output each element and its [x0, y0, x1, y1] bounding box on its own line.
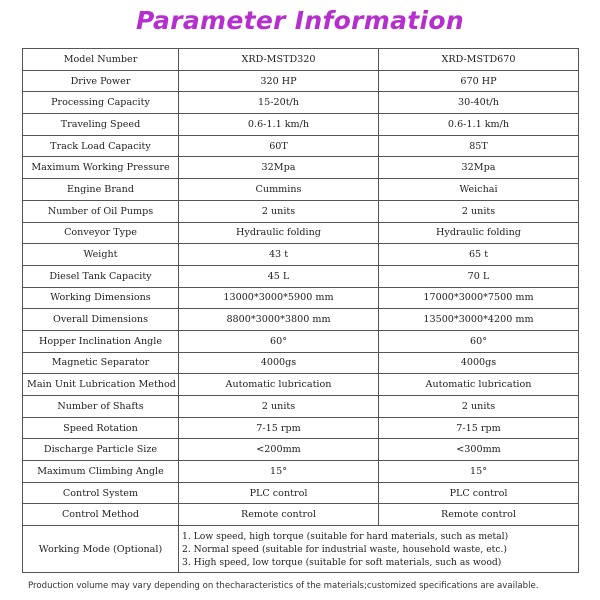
- working-mode-options: [179, 526, 579, 573]
- model-1-value-cell: 320 HP: [179, 70, 379, 92]
- parameter-table-body: [23, 49, 579, 573]
- model-2-value-cell: PLC control: [379, 482, 579, 504]
- param-name-cell: Weight: [23, 244, 179, 266]
- param-name-cell: Maximum Climbing Angle: [23, 461, 179, 483]
- model-1-value-cell: Automatic lubrication: [179, 374, 379, 396]
- param-name-cell: Control Method: [23, 504, 179, 526]
- table-row: [23, 287, 579, 309]
- model-2-value-cell: 2 units: [379, 396, 579, 418]
- model-2-value-cell: 60°: [379, 330, 579, 352]
- table-row: [23, 330, 579, 352]
- table-row: [23, 396, 579, 418]
- table-row: [23, 504, 579, 526]
- model-1-value-cell: 43 t: [179, 244, 379, 266]
- table-row: [23, 265, 579, 287]
- model-1-value-cell: 60°: [179, 330, 379, 352]
- param-name-cell: Overall Dimensions: [23, 309, 179, 331]
- model-1-value-cell: Remote control: [179, 504, 379, 526]
- param-name-cell: Model Number: [23, 49, 179, 71]
- model-2-value-cell: 670 HP: [379, 70, 579, 92]
- model-1-value-cell: XRD-MSTD320: [179, 49, 379, 71]
- model-1-value-cell: 2 units: [179, 200, 379, 222]
- param-name-cell: Maximum Working Pressure: [23, 157, 179, 179]
- model-2-value-cell: 0.6-1.1 km/h: [379, 114, 579, 136]
- table-row: [23, 179, 579, 201]
- model-2-value-cell: 13500*3000*4200 mm: [379, 309, 579, 331]
- param-name-cell: Working Dimensions: [23, 287, 179, 309]
- model-1-value-cell: <200mm: [179, 439, 379, 461]
- table-row: [23, 461, 579, 483]
- param-name-cell: Drive Power: [23, 70, 179, 92]
- parameter-table: [22, 48, 579, 573]
- model-2-value-cell: 17000*3000*7500 mm: [379, 287, 579, 309]
- model-1-value-cell: 8800*3000*3800 mm: [179, 309, 379, 331]
- model-1-value-cell: 0.6-1.1 km/h: [179, 114, 379, 136]
- table-row: [23, 352, 579, 374]
- param-name-cell: Speed Rotation: [23, 417, 179, 439]
- working-mode-option: 1. Low speed, high torque (suitable for hard materials, such as metal): [182, 530, 509, 542]
- param-name-cell: Main Unit Lubrication Method: [23, 374, 179, 396]
- model-1-value-cell: PLC control: [179, 482, 379, 504]
- model-1-value-cell: Hydraulic folding: [179, 222, 379, 244]
- model-2-value-cell: 30-40t/h: [379, 92, 579, 114]
- model-2-value-cell: Remote control: [379, 504, 579, 526]
- param-name-cell: Hopper Inclination Angle: [23, 330, 179, 352]
- model-1-value-cell: 60T: [179, 135, 379, 157]
- model-2-value-cell: Automatic lubrication: [379, 374, 579, 396]
- model-2-value-cell: 70 L: [379, 265, 579, 287]
- table-row: [23, 92, 579, 114]
- model-2-value-cell: <300mm: [379, 439, 579, 461]
- model-2-value-cell: XRD-MSTD670: [379, 49, 579, 71]
- model-1-value-cell: Cummins: [179, 179, 379, 201]
- table-row: [23, 70, 579, 92]
- model-1-value-cell: 15-20t/h: [179, 92, 379, 114]
- model-2-value-cell: 85T: [379, 135, 579, 157]
- param-name-cell: Number of Shafts: [23, 396, 179, 418]
- working-mode-label: Working Mode (Optional): [23, 526, 179, 573]
- table-row: [23, 417, 579, 439]
- table-row: [23, 135, 579, 157]
- footnote: Production volume may vary depending on thecharacteristics of the materials;customized specifications are available.: [28, 581, 539, 591]
- model-1-value-cell: 45 L: [179, 265, 379, 287]
- model-2-value-cell: Weichai: [379, 179, 579, 201]
- table-row: [23, 244, 579, 266]
- model-1-value-cell: 13000*3000*5900 mm: [179, 287, 379, 309]
- table-row: [23, 439, 579, 461]
- model-2-value-cell: 65 t: [379, 244, 579, 266]
- model-1-value-cell: 32Mpa: [179, 157, 379, 179]
- param-name-cell: Diesel Tank Capacity: [23, 265, 179, 287]
- table-row: [23, 157, 579, 179]
- model-2-value-cell: 7-15 rpm: [379, 417, 579, 439]
- table-row: [23, 200, 579, 222]
- model-2-value-cell: Hydraulic folding: [379, 222, 579, 244]
- param-name-cell: Control System: [23, 482, 179, 504]
- table-row: [23, 114, 579, 136]
- model-2-value-cell: 2 units: [379, 200, 579, 222]
- model-2-value-cell: 4000gs: [379, 352, 579, 374]
- table-row: [23, 309, 579, 331]
- model-1-value-cell: 2 units: [179, 396, 379, 418]
- model-2-value-cell: 15°: [379, 461, 579, 483]
- page-title: Parameter Information: [136, 6, 464, 35]
- model-1-value-cell: 15°: [179, 461, 379, 483]
- model-2-value-cell: 32Mpa: [379, 157, 579, 179]
- param-name-cell: Traveling Speed: [23, 114, 179, 136]
- param-name-cell: Processing Capacity: [23, 92, 179, 114]
- model-1-value-cell: 4000gs: [179, 352, 379, 374]
- table-row: [23, 222, 579, 244]
- working-mode-row: [23, 526, 579, 573]
- param-name-cell: Track Load Capacity: [23, 135, 179, 157]
- table-row: [23, 482, 579, 504]
- working-mode-option: 3. High speed, low torque (suitable for soft materials, such as wood): [182, 556, 502, 568]
- param-name-cell: Discharge Particle Size: [23, 439, 179, 461]
- param-name-cell: Magnetic Separator: [23, 352, 179, 374]
- table-row: [23, 49, 579, 71]
- table-row: [23, 374, 579, 396]
- param-name-cell: Engine Brand: [23, 179, 179, 201]
- param-name-cell: Number of Oil Pumps: [23, 200, 179, 222]
- model-1-value-cell: 7-15 rpm: [179, 417, 379, 439]
- param-name-cell: Conveyor Type: [23, 222, 179, 244]
- working-mode-option: 2. Normal speed (suitable for industrial waste, household waste, etc.): [182, 543, 507, 555]
